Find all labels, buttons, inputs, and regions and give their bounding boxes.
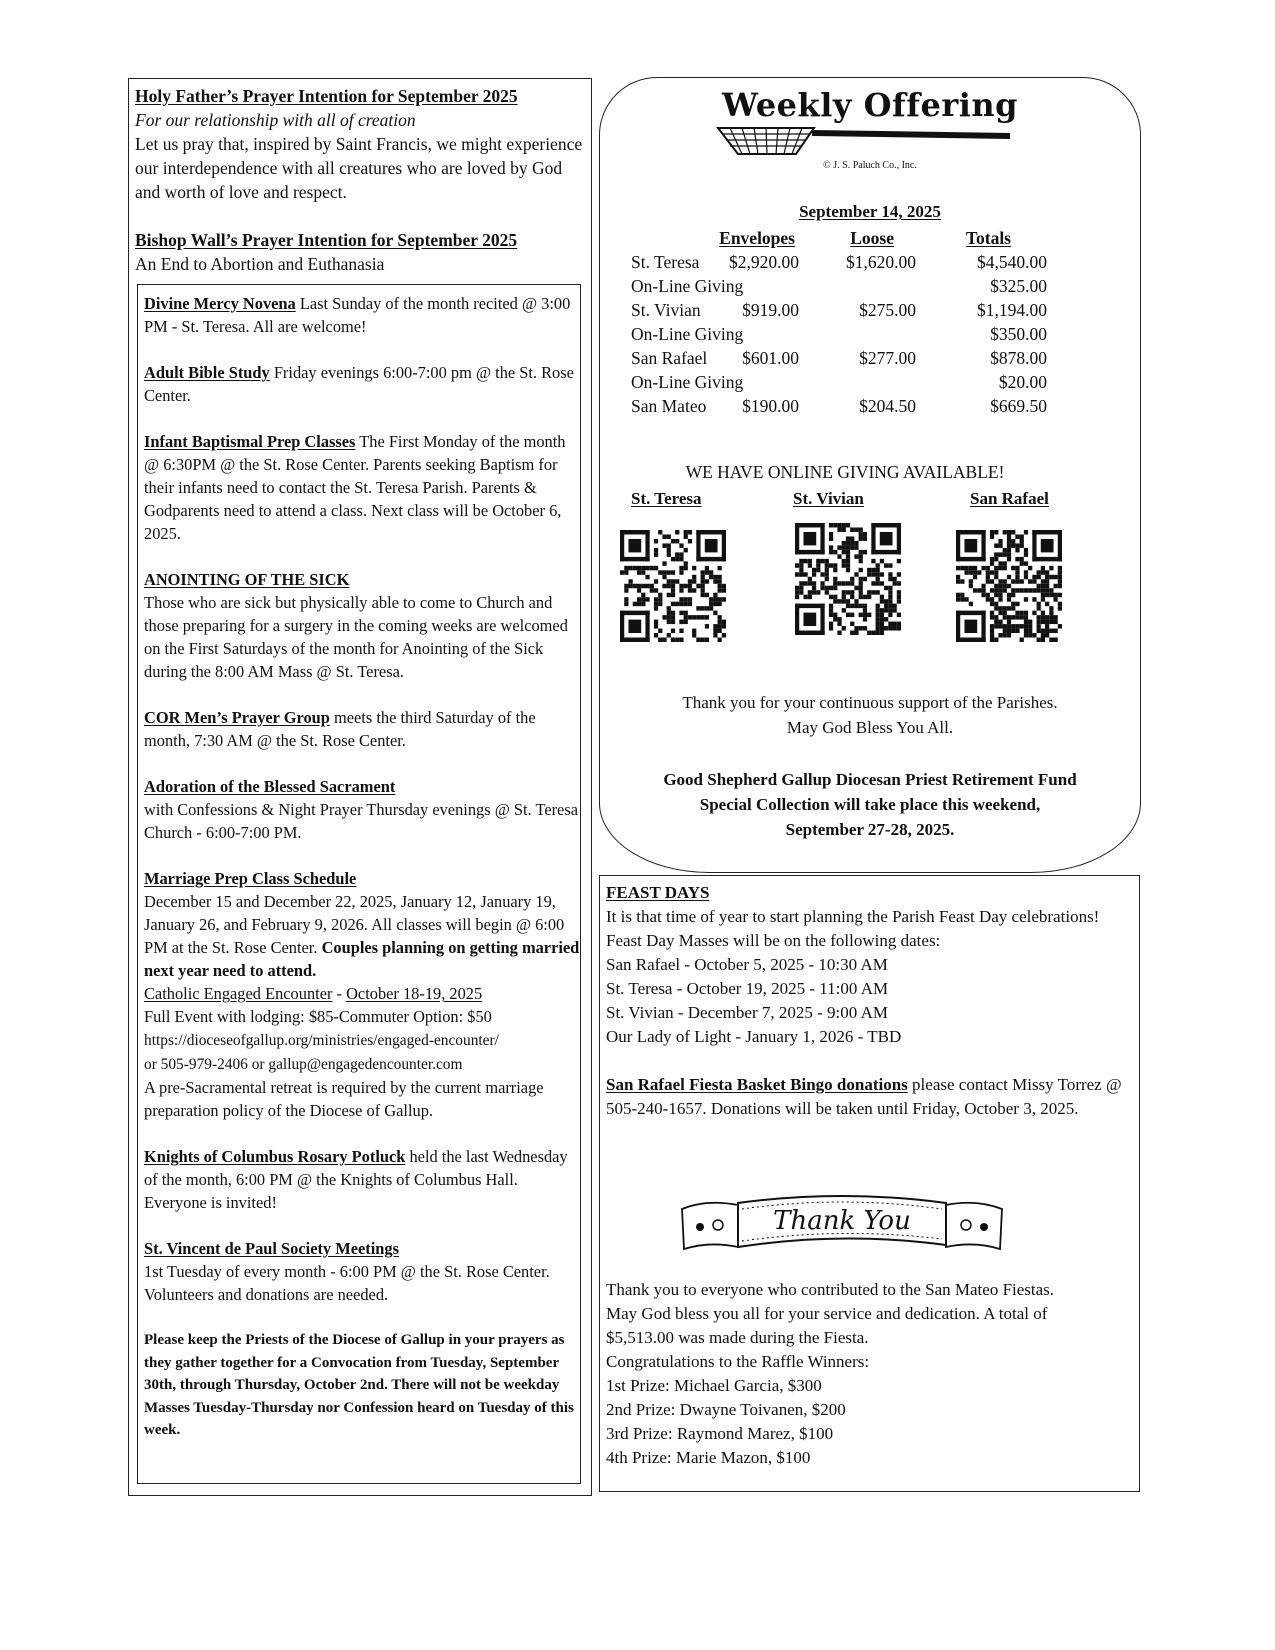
bingo-donations <box>606 1073 1136 1121</box>
qr-code-icon[interactable] <box>956 530 1062 642</box>
bishop-heading: Bishop Wall’s Prayer Intention for September 2025 <box>135 230 518 250</box>
offering-table <box>631 226 1061 418</box>
announcement-cor-mens-group <box>144 706 580 752</box>
row-label: On-Line Giving <box>631 324 744 344</box>
announcement-title: COR Men’s Prayer Group <box>144 708 330 727</box>
raffle-winner: 2nd Prize: Dwayne Toivanen, $200 <box>606 1400 846 1419</box>
retirement-fund-notice <box>600 767 1140 842</box>
online-giving-heading: WE HAVE ONLINE GIVING AVAILABLE! <box>685 462 1005 482</box>
convocation-notice: Please keep the Priests of the Diocese of Gallup in your prayers as they gather together for a Convocation from Tuesday, September 30th, through Thursday, October 2nd. There will not be weekday Masses Tuesday-Thursday nor Confession heard on Tuesday of this week. <box>144 1332 574 1438</box>
row-label: On-Line Giving <box>631 372 744 392</box>
separator: - <box>332 984 347 1003</box>
engaged-encounter-cost: Full Event with lodging: $85-Commuter Option: $50 <box>144 1007 492 1026</box>
row-label: St. Teresa <box>631 252 700 272</box>
offering-date: September 14, 2025 <box>799 202 941 221</box>
total-value: $1,194.00 <box>977 300 1047 320</box>
announcement-bible-study <box>144 361 580 407</box>
fiesta-line: $5,513.00 was made during the Fiesta. <box>606 1328 869 1347</box>
row-label: San Rafael <box>631 348 708 368</box>
column-header-envelopes: Envelopes <box>719 228 795 248</box>
total-value: $4,540.00 <box>977 252 1047 272</box>
copyright-notice: © J. S. Paluch Co., Inc. <box>823 160 917 171</box>
feast-days <box>606 881 1136 1121</box>
announcement-title: St. Vincent de Paul Society Meetings <box>144 1239 399 1258</box>
announcement-knights <box>144 1145 580 1214</box>
feast-days-intro: It is that time of year to start planning the Parish Feast Day celebrations! Feast Day Masses will be on the following dates: <box>606 907 1100 950</box>
feast-date-item: San Rafael - October 5, 2025 - 10:30 AM <box>606 955 888 974</box>
total-value: $350.00 <box>990 324 1047 344</box>
row-label: On-Line Giving <box>631 276 744 296</box>
retirement-line: Special Collection will take place this weekend, <box>699 795 1041 814</box>
raffle-winner: 3rd Prize: Raymond Marez, $100 <box>606 1424 834 1443</box>
feast-date-item: St. Vivian - December 7, 2025 - 9:00 AM <box>606 1003 888 1022</box>
announcement-title: Marriage Prep Class Schedule <box>144 869 357 888</box>
spacer <box>135 204 590 228</box>
thank-you-banner-icon <box>676 1189 1008 1259</box>
announcement-title: Infant Baptismal Prep Classes <box>144 432 356 451</box>
holy-father-subtitle: For our relationship with all of creation <box>135 110 416 130</box>
offering-row <box>631 346 1061 370</box>
thanks-message <box>600 690 1140 740</box>
offering-row <box>631 370 1061 394</box>
engaged-encounter-date: October 18-19, 2025 <box>346 984 483 1003</box>
feast-days-heading: FEAST DAYS <box>606 883 710 902</box>
envelopes-value: $601.00 <box>742 348 799 368</box>
announcement-adoration <box>144 775 580 844</box>
spacer <box>606 1049 1136 1073</box>
bishop-body: An End to Abortion and Euthanasia <box>135 254 385 274</box>
engaged-encounter-contact: or 505-979-2406 or gallup@engagedencounter.com <box>144 1056 463 1073</box>
announcement-bold-text: Couples planning on getting married next year need to attend. <box>144 938 580 980</box>
collection-basket-icon <box>716 124 1012 158</box>
announcement-text: meets the third Saturday of the month, 7:30 AM @ the St. Rose Center. <box>144 708 536 750</box>
total-value: $20.00 <box>998 372 1047 392</box>
loose-value: $1,620.00 <box>846 252 916 272</box>
offering-row <box>631 394 1061 418</box>
prayer-intentions <box>135 84 590 276</box>
announcement-text: Last Sunday of the month recited @ 3:00 PM - St. Teresa. All are welcome! <box>144 294 571 336</box>
thanks-line: Thank you for your continuous support of the Parishes. <box>682 693 1058 712</box>
announcement-title: Knights of Columbus Rosary Potluck <box>144 1147 406 1166</box>
announcement-title: Adult Bible Study <box>144 363 270 382</box>
announcement-anointing <box>144 568 580 683</box>
holy-father-heading: Holy Father’s Prayer Intention for September 2025 <box>135 86 518 106</box>
offering-table-header <box>631 226 1061 250</box>
envelopes-value: $190.00 <box>742 396 799 416</box>
feast-date-item: St. Teresa - October 19, 2025 - 11:00 AM <box>606 979 889 998</box>
total-value: $325.00 <box>990 276 1047 296</box>
blessing-line: May God Bless You All. <box>786 718 954 737</box>
total-value: $878.00 <box>990 348 1047 368</box>
raffle-winner: 4th Prize: Marie Mazon, $100 <box>606 1448 811 1467</box>
announcement-title: Adoration of the Blessed Sacrament <box>144 777 396 796</box>
row-label: San Mateo <box>631 396 707 416</box>
qr-code-icon[interactable] <box>620 530 726 642</box>
qr-label-st-vivian: St. Vivian <box>793 489 864 508</box>
qr-label-st-teresa: St. Teresa <box>631 489 702 508</box>
fiesta-line: Congratulations to the Raffle Winners: <box>606 1352 870 1371</box>
banner-text: Thank You <box>773 1206 911 1236</box>
engaged-encounter-link[interactable]: https://dioceseofgallup.org/ministries/engaged-encounter/ <box>144 1032 499 1049</box>
bingo-text: please contact Missy Torrez @ 505-240-1657. Donations will be taken until Friday, October 3, 2025. <box>606 1075 1122 1118</box>
fiesta-line: May God bless you all for your service and dedication. A total of <box>606 1304 1048 1323</box>
announcement-text: The First Monday of the month @ 6:30PM @ the St. Rose Center. Parents seeking Baptism for their infants need to contact the St. Teresa Parish. Parents & Godparents need to attend a class. Next class will be October 6, 2025. <box>144 432 566 543</box>
engaged-encounter-note: A pre-Sacramental retreat is required by the current marriage preparation policy of the Diocese of Gallup. <box>144 1078 544 1120</box>
engaged-encounter-title: Catholic Engaged Encounter <box>144 984 333 1003</box>
weekly-offering-title: Weekly Offering <box>721 86 1019 124</box>
envelopes-value: $2,920.00 <box>729 252 799 272</box>
announcement-baptismal-prep <box>144 430 580 545</box>
announcement-title: Divine Mercy Novena <box>144 294 296 313</box>
announcement-marriage-prep <box>144 867 580 1122</box>
fiesta-thanks <box>606 1278 1136 1470</box>
loose-value: $275.00 <box>859 300 916 320</box>
retirement-line: September 27-28, 2025. <box>785 820 955 839</box>
column-header-totals: Totals <box>965 228 1011 248</box>
announcement-text: December 15 and December 22, 2025, January 12, January 19, January 26, and February 9, 2026. All classes will begin @ 6:00 PM at the St. Rose Center. <box>144 892 565 957</box>
offering-row <box>631 322 1061 346</box>
column-header-loose: Loose <box>850 228 894 248</box>
envelopes-value: $919.00 <box>742 300 799 320</box>
fiesta-line: Thank you to everyone who contributed to the San Mateo Fiestas. <box>606 1280 1055 1299</box>
announcement-text: with Confessions & Night Prayer Thursday evenings @ St. Teresa Church - 6:00-7:00 PM. <box>144 800 578 842</box>
qr-code-icon[interactable] <box>795 523 901 635</box>
offering-row <box>631 250 1061 274</box>
announcements <box>144 292 580 1442</box>
offering-row <box>631 274 1061 298</box>
offering-row <box>631 298 1061 322</box>
raffle-winner: 1st Prize: Michael Garcia, $300 <box>606 1376 822 1395</box>
feast-date-item: Our Lady of Light - January 1, 2026 - TBD <box>606 1027 902 1046</box>
announcement-text: 1st Tuesday of every month - 6:00 PM @ the St. Rose Center. Volunteers and donations are needed. <box>144 1262 550 1304</box>
total-value: $669.50 <box>990 396 1047 416</box>
announcement-title: ANOINTING OF THE SICK <box>144 570 350 589</box>
retirement-line: Good Shepherd Gallup Diocesan Priest Retirement Fund <box>663 770 1077 789</box>
announcement-text: held the last Wednesday of the month, 6:00 PM @ the Knights of Columbus Hall. Everyone is invited! <box>144 1147 568 1212</box>
announcement-svdp <box>144 1237 580 1306</box>
announcement-text: Friday evenings 6:00-7:00 pm @ the St. Rose Center. <box>144 363 574 405</box>
row-label: St. Vivian <box>631 300 701 320</box>
loose-value: $277.00 <box>859 348 916 368</box>
announcement-text: Those who are sick but physically able to come to Church and those preparing for a surgery in the coming weeks are welcomed on the First Saturdays of the month for Anointing of the Sick during the 8:00 AM Mass @ St. Teresa. <box>144 593 568 681</box>
holy-father-body: Let us pray that, inspired by Saint Francis, we might experience our interdependence with all creatures who are loved by God and worth of love and respect. <box>135 134 583 202</box>
announcement-divine-mercy <box>144 292 580 338</box>
loose-value: $204.50 <box>859 396 916 416</box>
bingo-title: San Rafael Fiesta Basket Bingo donations <box>606 1075 908 1094</box>
qr-label-san-rafael: San Rafael <box>970 489 1049 508</box>
